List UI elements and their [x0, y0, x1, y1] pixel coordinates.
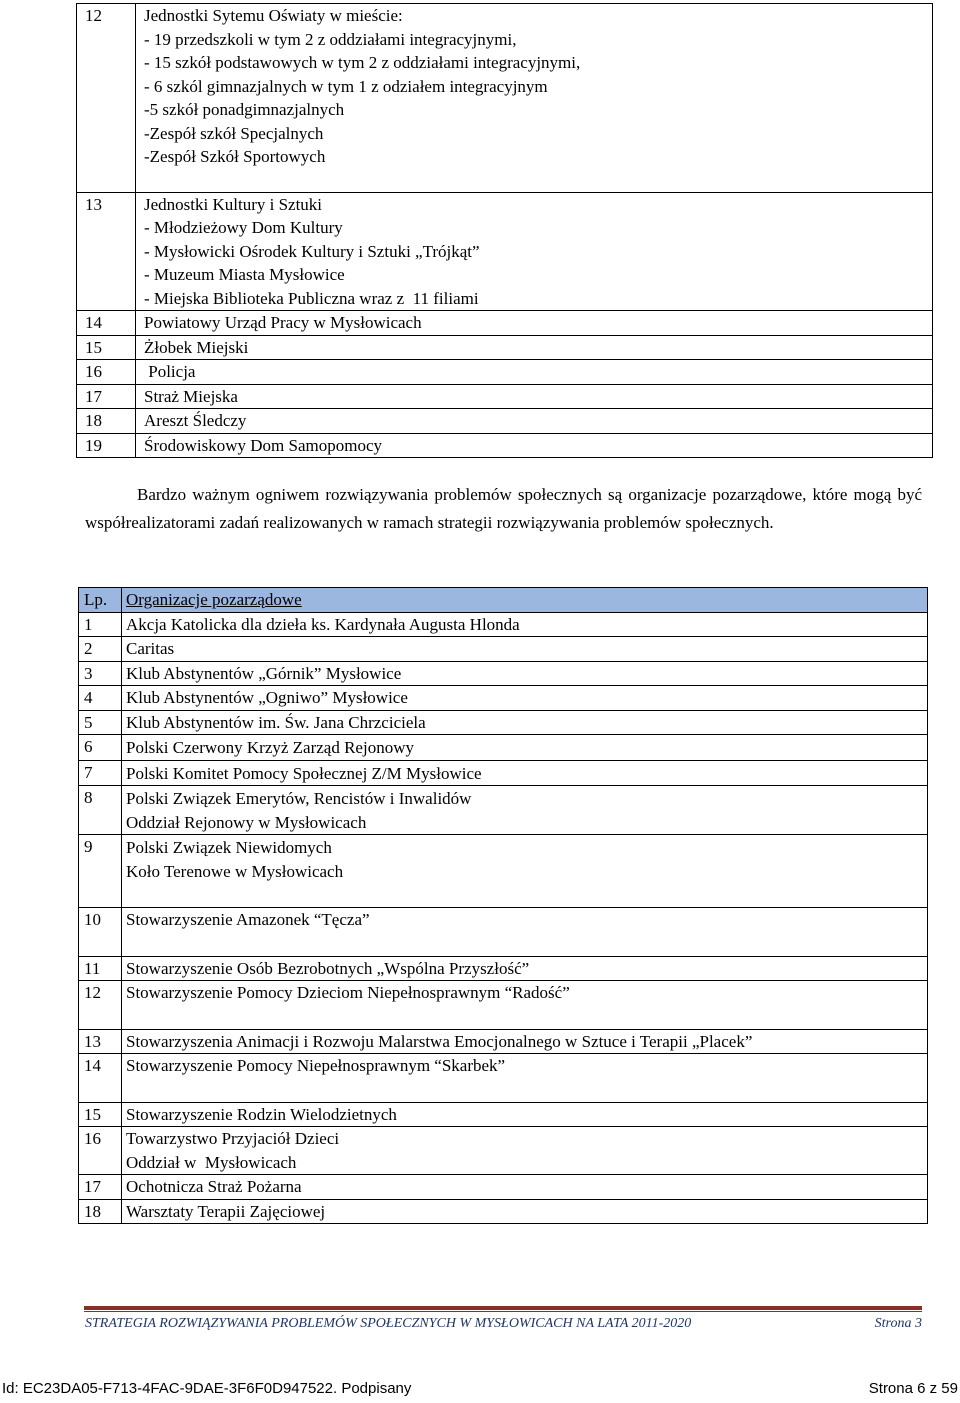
table-row [79, 661, 928, 686]
row-number: 5 [79, 710, 122, 735]
row-line: Stowarzyszenie Rodzin Wielodzietnych [126, 1104, 397, 1124]
row-number: 13 [77, 192, 136, 311]
row-text [136, 311, 933, 336]
row-line: Stowarzyszenie Amazonek “Tęcza” [126, 910, 370, 929]
row-line: -Zespół szkół Specjalnych [144, 123, 324, 143]
row-number: 7 [79, 760, 122, 786]
row-number: 12 [79, 981, 122, 1030]
table-row [77, 433, 933, 458]
row-text [122, 835, 928, 908]
row-line: Areszt Śledczy [144, 411, 247, 430]
row-line: -5 szkół ponadgimnazjalnych [144, 100, 345, 119]
row-line: Policja [144, 362, 196, 381]
row-number: 8 [79, 786, 122, 835]
table-row [79, 1199, 928, 1224]
table-row [77, 4, 933, 193]
row-number: 16 [79, 1127, 122, 1175]
row-text [136, 384, 933, 409]
header-organizations: Organizacje pozarządowe [122, 588, 928, 613]
row-line: Jednostki Kultury i Sztuki [144, 194, 323, 214]
table-row [79, 735, 928, 761]
row-text [136, 192, 933, 311]
row-line: - 19 przedszkoli w tym 2 z oddziałami integracyjnymi, [144, 29, 517, 49]
table-row [79, 686, 928, 711]
row-number: 15 [79, 1102, 122, 1127]
row-number: 11 [79, 956, 122, 981]
table-row [79, 786, 928, 835]
table-row [79, 835, 928, 908]
row-text [122, 956, 928, 981]
row-line: Akcja Katolicka dla dzieła ks. Kardynała Augusta Hlonda [126, 614, 520, 634]
table-row [79, 637, 928, 662]
footer-rule-thick [84, 1306, 922, 1310]
row-text [122, 1102, 928, 1127]
row-line: Jednostki Sytemu Oświaty w mieście: [144, 6, 403, 25]
row-line: Polski Czerwony Krzyż Zarząd Rejonowy [126, 738, 414, 757]
row-number: 2 [79, 637, 122, 662]
row-number: 14 [79, 1054, 122, 1103]
document-id: Id: EC23DA05-F713-4FAC-9DAE-3F6F0D947522. Podpisany [2, 1380, 412, 1397]
row-line: Stowarzyszenie Osób Bezrobotnych „Wspólna Przyszłość” [126, 958, 530, 978]
row-line: Ochotnicza Straż Pożarna [126, 1177, 302, 1196]
row-text [122, 612, 928, 637]
row-number: 17 [77, 384, 136, 409]
row-text [122, 1054, 928, 1103]
row-line: - Miejska Biblioteka Publiczna wraz z 11 filiami [144, 288, 479, 308]
row-text [122, 981, 928, 1030]
row-text [122, 1029, 928, 1054]
table-row [79, 1127, 928, 1175]
row-line: Stowarzyszenie Pomocy Niepełnosprawnym “Skarbek” [126, 1056, 506, 1075]
row-line: Klub Abstynentów „Ogniwo” Mysłowice [126, 688, 408, 707]
footer-title: STRATEGIA ROZWIĄZYWANIA PROBLEMÓW SPOŁECZNYCH W MYSŁOWICACH NA LATA 2011-2020 [85, 1316, 692, 1331]
row-number: 14 [77, 311, 136, 336]
header-lp: Lp. [79, 588, 122, 613]
row-number: 16 [77, 360, 136, 385]
row-text [122, 908, 928, 957]
row-text [122, 760, 928, 786]
row-line: Oddział w Mysłowicach [126, 1152, 297, 1172]
row-text [136, 335, 933, 360]
table-row [79, 760, 928, 786]
row-text [122, 1127, 928, 1175]
row-number: 18 [77, 409, 136, 434]
row-line: Środowiskowy Dom Samopomocy [144, 435, 382, 455]
document-page-count: Strona 6 z 59 [868, 1380, 958, 1397]
table-row [77, 360, 933, 385]
row-number: 10 [79, 908, 122, 957]
row-line: Klub Abstynentów „Górnik” Mysłowice [126, 663, 402, 683]
row-text [122, 735, 928, 761]
footer-rule-thin [84, 1311, 922, 1312]
row-line: - 6 szkól gimnazjalnych w tym 1 z odziałem integracyjnym [144, 76, 548, 96]
table-row [79, 1054, 928, 1103]
row-number: 4 [79, 686, 122, 711]
row-line: -Zespół Szkół Sportowych [144, 147, 326, 166]
institutions-table [76, 3, 933, 458]
table-row [79, 1102, 928, 1127]
table-row [77, 384, 933, 409]
row-line: - Muzeum Miasta Mysłowice [144, 265, 345, 284]
row-number: 18 [79, 1199, 122, 1224]
row-line: - Mysłowicki Ośrodek Kultury i Sztuki „Trójkąt” [144, 241, 480, 261]
row-line: Powiatowy Urząd Pracy w Mysłowicach [144, 313, 422, 332]
row-line: Oddział Rejonowy w Mysłowicach [126, 812, 367, 832]
table-row [77, 335, 933, 360]
row-number: 13 [79, 1029, 122, 1054]
row-number: 1 [79, 612, 122, 637]
row-line: Klub Abstynentów im. Św. Jana Chrzciciela [126, 712, 426, 732]
table-row [77, 311, 933, 336]
row-text [122, 661, 928, 686]
row-number: 17 [79, 1175, 122, 1200]
ngo-table [78, 587, 928, 1224]
table-row [79, 1175, 928, 1200]
row-line: - 15 szkół podstawowych w tym 2 z oddziałami integracyjnymi, [144, 53, 581, 72]
row-text [122, 710, 928, 735]
row-number: 12 [77, 4, 136, 193]
table-row [77, 409, 933, 434]
row-line: Polski Komitet Pomocy Społecznej Z/M Mysłowice [126, 763, 482, 783]
table-row [79, 1029, 928, 1054]
row-line: Stowarzyszenie Pomocy Dzieciom Niepełnosprawnym “Radość” [126, 983, 570, 1002]
row-line: Straż Miejska [144, 386, 238, 406]
table-row [79, 710, 928, 735]
row-text [122, 637, 928, 662]
footer-page: Strona 3 [874, 1316, 922, 1331]
row-number: 9 [79, 835, 122, 908]
row-text [122, 1199, 928, 1224]
row-line: Polski Związek Emerytów, Rencistów i Inwalidów [126, 789, 472, 808]
row-text [136, 433, 933, 458]
row-text [122, 786, 928, 835]
row-text [136, 409, 933, 434]
row-line: Stowarzyszenia Animacji i Rozwoju Malarstwa Emocjonalnego w Sztuce i Terapii „Placek” [126, 1031, 753, 1051]
row-text [122, 1175, 928, 1200]
table-row [79, 908, 928, 957]
intro-paragraph-text: Bardzo ważnym ogniwem rozwiązywania problemów społecznych są organizacje pozarządowe, które mogą być współrealizatorami zadań realizowanych w ramach strategii rozwiązywania problemów społecznych. [85, 485, 922, 532]
row-text [122, 686, 928, 711]
row-number: 6 [79, 735, 122, 761]
row-line: - Młodzieżowy Dom Kultury [144, 218, 343, 237]
row-number: 15 [77, 335, 136, 360]
row-line: Warsztaty Terapii Zajęciowej [126, 1201, 326, 1221]
row-line: Caritas [126, 639, 175, 658]
table-row [79, 981, 928, 1030]
row-line: Żłobek Miejski [144, 337, 249, 357]
row-number: 19 [77, 433, 136, 458]
row-line: Polski Związek Niewidomych [126, 838, 332, 857]
row-number: 3 [79, 661, 122, 686]
row-line: Koło Terenowe w Mysłowicach [126, 861, 344, 881]
intro-paragraph [85, 481, 922, 537]
row-line: Towarzystwo Przyjaciół Dzieci [126, 1129, 340, 1148]
ngo-table-header [79, 588, 928, 613]
row-text [136, 360, 933, 385]
table-row [77, 192, 933, 311]
table-row [79, 612, 928, 637]
table-row [79, 956, 928, 981]
row-text [136, 4, 933, 193]
